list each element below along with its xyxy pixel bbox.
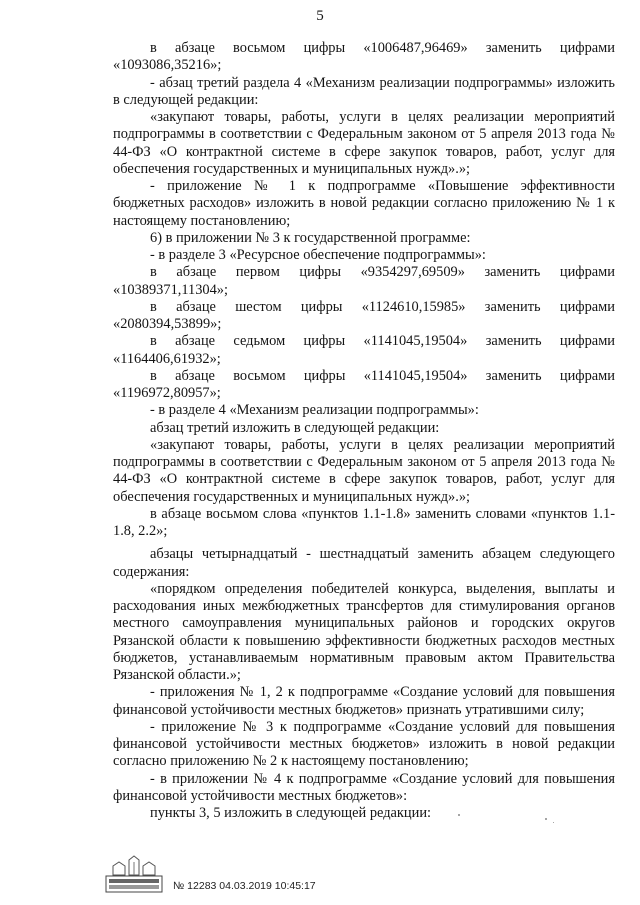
paragraph: в абзаце восьмом цифры «1141045,19504» заменить цифрами «1196972,80957»; xyxy=(113,367,615,401)
paragraph: «закупают товары, работы, услуги в целях реализации мероприятий подпрограммы в соответствии с Федеральным законом от 5 апреля 2013 года № 44-ФЗ «О контрактной системе в сфере закупок товаров, работ, услуг для обеспечения государственных и муниципальных нужд».»; xyxy=(113,436,615,505)
paragraph: - в разделе 3 «Ресурсное обеспечение подпрограммы»: xyxy=(150,247,486,263)
paragraph: 6) в приложении № 3 к государственной программе: xyxy=(150,229,471,246)
paragraph: пункты 3, 5 изложить в следующей редакции: xyxy=(150,805,432,821)
paragraph: абзац третий изложить в следующей редакции: xyxy=(150,419,440,436)
page-number: 5 xyxy=(316,8,324,24)
paragraph: «закупают товары, работы, услуги в целях реализации мероприятий подпрограммы в соответствии с Федеральным законом от 5 апреля 2013 года № 44-ФЗ «О контрактной системе в сфере закупок товаров, работ, услуг для обеспечения государственных и муниципальных нужд».»; xyxy=(113,109,615,177)
paragraph: - приложение № 1 к подпрограмме «Повышение эффективности бюджетных расходов» изложить в новой редакции согласно приложению № 1 к настоящему постановлению; xyxy=(113,178,615,229)
scan-speck xyxy=(545,818,547,820)
paragraph: в абзаце седьмом цифры «1141045,19504» заменить цифрами «1164406,61932»; xyxy=(113,333,615,367)
paragraph: «порядком определения победителей конкурса, выделения, выплаты и расходования иных межбюджетных трансфертов для стимулирования органов местного самоуправления муниципальных районов и городских округов Рязанской области к повышению эффективности бюджетных расходов местных бюджетов, устанавливаемым нормативным правовым актом Правительства Рязанской области.»; xyxy=(113,580,615,683)
paragraph: - в разделе 4 «Механизм реализации подпрограммы»: xyxy=(150,402,479,419)
paragraph: - приложение № 3 к подпрограмме «Создание условий для повышения финансовой устойчивости местных бюджетов» изложить в новой редакции согласно приложению № 2 к настоящему постановлению; xyxy=(113,718,615,770)
scan-speck xyxy=(458,814,460,816)
paragraph: - приложения № 1, 2 к подпрограмме «Создание условий для повышения финансовой устойчивости местных бюджетов» признать утратившими силу; xyxy=(113,684,615,718)
paragraph: в абзаце восьмом цифры «1006487,96469» заменить цифрами «1093086,35216»; xyxy=(113,40,615,74)
paragraph: - в приложении № 4 к подпрограмме «Создание условий для повышения финансовой устойчивости местных бюджетов»: xyxy=(113,770,615,804)
paragraph: в абзаце первом цифры «9354297,69509» заменить цифрами «10389371,11304»; xyxy=(113,264,615,298)
paragraph: абзацы четырнадцатый - шестнадцатый заменить абзацем следующего содержания: xyxy=(113,546,615,580)
registry-stamp-icon xyxy=(105,854,163,894)
paragraph: - абзац третий раздела 4 «Механизм реализации подпрограммы» изложить в следующей редакции: xyxy=(113,74,615,108)
document-body xyxy=(113,40,615,822)
scan-speck xyxy=(553,822,554,823)
document-footer xyxy=(105,854,316,894)
paragraph: в абзаце шестом цифры «1124610,15985» заменить цифрами «2080394,53899»; xyxy=(113,298,615,332)
registration-stamp-text: № 12283 04.03.2019 10:45:17 xyxy=(173,880,316,892)
paragraph: в абзаце восьмом слова «пунктов 1.1-1.8» заменить словами «пунктов 1.1-1.8, 2.2»; xyxy=(113,505,615,539)
